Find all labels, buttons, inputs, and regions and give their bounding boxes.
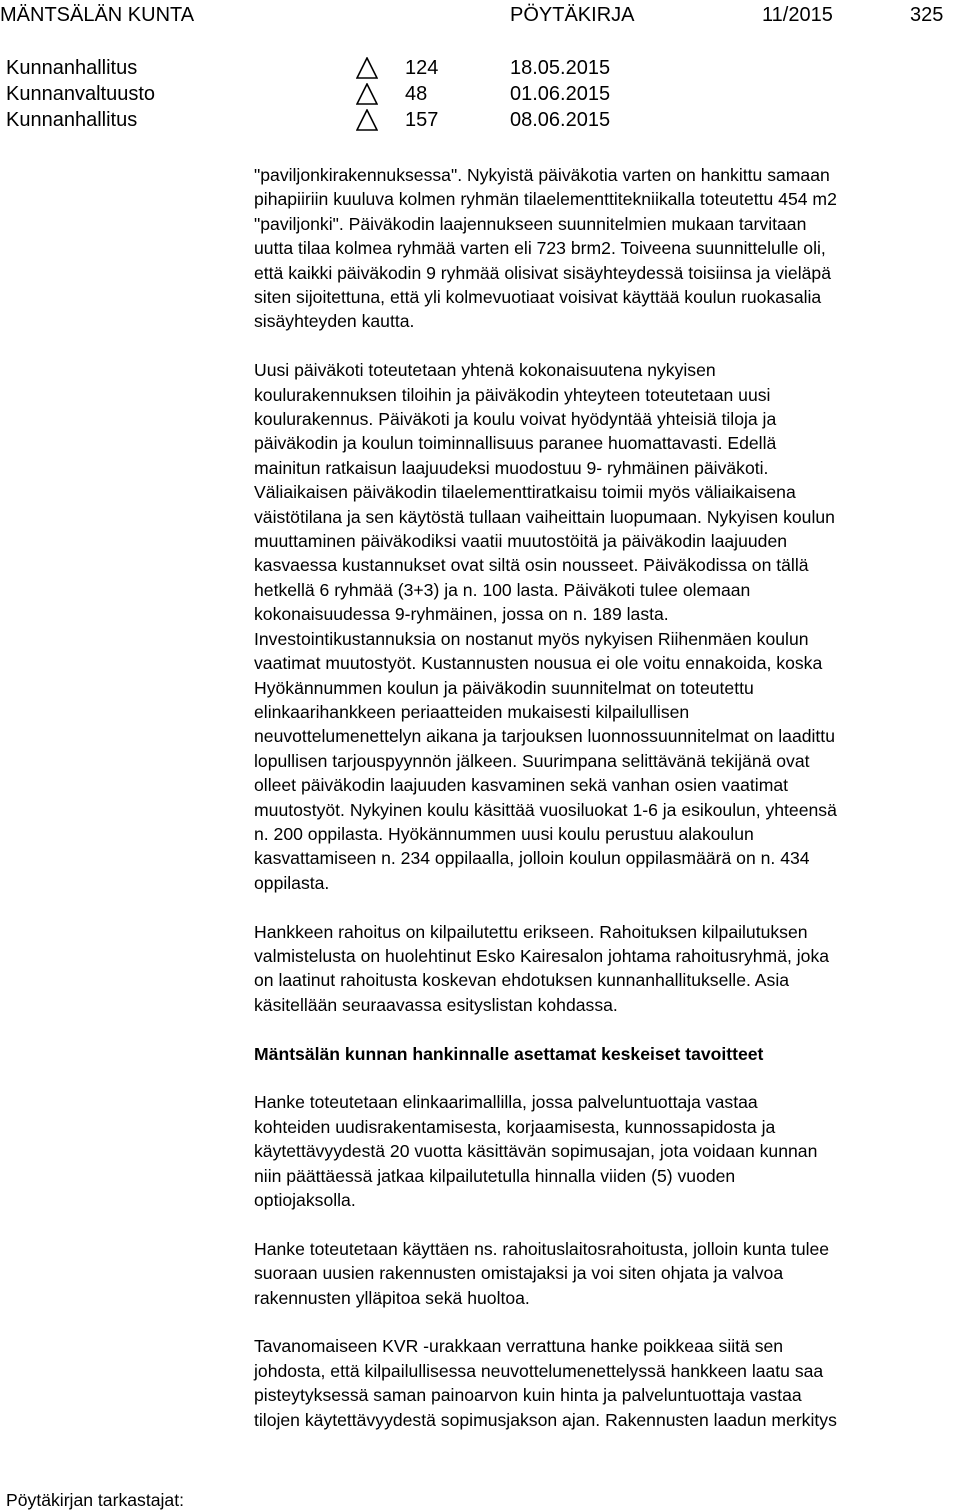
body-text-line: valmistelusta on huolehtinut Esko Kairesalon johtama rahoitusryhmä, joka	[254, 945, 830, 966]
governing-body: Kunnanvaltuusto	[6, 83, 156, 105]
meeting-reference-row	[0, 55, 700, 81]
paragraph-gap	[254, 1310, 958, 1334]
meeting-date: 01.06.2015	[510, 83, 611, 105]
body-text-line: uutta tilaa kolmea ryhmää varten eli 723 brm2. Toiveena suunnittelulle oli,	[254, 238, 826, 259]
paragraph-gap	[254, 1212, 958, 1236]
body-text-line: "paviljonki". Päiväkodin laajennukseen suunnitelmien mukaan tarvitaan	[254, 213, 807, 234]
body-text-line: on laatinut rahoitusta koskevan ehdotuksen kunnanhallitukselle. Asia	[254, 970, 790, 991]
minutes-body-text	[254, 163, 958, 1432]
body-text-line: pihapiiriin kuuluva kolmen ryhmän tilaelementtitekniikalla toteutettu 454 m2	[254, 189, 837, 210]
body-text-line: sisäyhteyden kautta.	[254, 311, 415, 332]
paragraph-gap	[254, 334, 958, 358]
meeting-number: 11/2015	[762, 4, 833, 26]
body-text-line: Hankkeen rahoitus on kilpailutettu erikseen. Rahoituksen kilpailutuksen	[254, 921, 808, 942]
body-text-line: pisteytyksessä saman painoarvon kuin hinta ja palveluntuottaja vastaa	[254, 1385, 802, 1406]
minutes-reviewers-label: Pöytäkirjan tarkastajat:	[6, 1490, 184, 1510]
page-number: 325	[910, 4, 944, 26]
paragraph-gap	[254, 1066, 958, 1090]
body-text-line: optiojaksolla.	[254, 1190, 356, 1210]
document-type: PÖYTÄKIRJA	[510, 4, 635, 26]
body-text-line: hetkellä 6 ryhmää (3+3) ja n. 100 lasta. Päiväkoti tulee olemaan	[254, 579, 751, 600]
body-text-line: vaatimat muutostyöt. Kustannusten nousua ei ole voitu ennakoida, koska	[254, 653, 823, 674]
section-number: 48	[405, 83, 428, 105]
body-text-line: käytettävyydestä 20 vuotta käsittävän sopimusajan, jota voidaan kunnan	[254, 1141, 818, 1162]
meeting-reference-row	[0, 107, 700, 133]
meeting-reference-row	[0, 81, 700, 107]
document-header	[0, 2, 960, 28]
body-text-line: muuttaminen päiväkodiksi vaatii muutostöitä ja päiväkodin laajuuden	[254, 531, 788, 552]
body-text-line: siten sijoitettuna, että yli kolmevuotiaat voisivat käyttää koulun ruokasalia	[254, 287, 822, 308]
body-text-line: Uusi päiväkoti toteutetaan yhtenä kokonaisuutena nykyisen	[254, 360, 716, 381]
paragraph-gap	[254, 1017, 958, 1041]
body-text-line: elinkaarihankkeen periaatteiden mukaisesti kilpailullisen	[254, 701, 690, 722]
body-text-line: niin päättäessä jatkaa kilpailutetulla hinnalla viiden (5) vuoden	[254, 1165, 736, 1186]
body-text-line: koulurakennuksen tiloihin ja päiväkodin yhteyteen toteutetaan uusi	[254, 384, 771, 405]
body-text-line: olleet päiväkodin laajuuden kasvaminen sekä vanhan osien vaatimat	[254, 775, 789, 796]
section-number: 124	[405, 57, 439, 79]
body-text-line: suoraan uusien rakennusten omistajaksi ja voi siten ohjata ja valvoa	[254, 1263, 784, 1284]
section-sign-icon	[356, 109, 378, 131]
body-text-line: että kaikki päiväkodin 9 ryhmää olisivat sisäyhteydessä toisiinsa ja vieläpä	[254, 262, 831, 283]
body-text-line: kasvattamiseen n. 234 oppilaalla, jolloin koulun oppilasmäärä on n. 434	[254, 848, 810, 869]
body-text-line: Väliaikaisen päiväkodin tilaelementtiratkaisu toimii myös väliaikaisena	[254, 482, 796, 503]
body-text-line: n. 200 oppilasta. Hyökännummen uusi koulu perustuu alakoulun	[254, 823, 754, 844]
organization-name: MÄNTSÄLÄN KUNTA	[0, 4, 195, 26]
section-sign-icon	[356, 57, 378, 79]
meeting-date: 08.06.2015	[510, 109, 611, 131]
body-text-line: Tavanomaiseen KVR -urakkaan verrattuna hanke poikkeaa siitä sen	[254, 1336, 784, 1357]
body-text-line: oppilasta.	[254, 872, 330, 893]
governing-body: Kunnanhallitus	[6, 57, 138, 79]
meeting-reference-table	[0, 55, 700, 133]
body-text-line: kokonaisuudessa 9-ryhmäinen, jossa on n. 189 lasta.	[254, 604, 669, 625]
body-text-line: Hanke toteutetaan elinkaarimallilla, jossa palveluntuottaja vastaa	[254, 1092, 758, 1113]
body-text-line: kasvaessa kustannukset ovat siltä osin nousseet. Päiväkodissa on tällä	[254, 555, 809, 576]
body-text-line: neuvottelumenettelyn aikana ja tarjouksen luonnossuunnitelmat on laadittu	[254, 726, 835, 747]
body-text-line: muutostyöt. Nykyinen koulu käsittää vuosiluokat 1-6 ja esikoulun, yhteensä	[254, 799, 837, 820]
body-text-line: käsitellään seuraavassa esityslistan kohdassa.	[254, 994, 618, 1015]
body-text-line: päiväkodin ja koulun toiminnallisuus paranee huomattavasti. Edellä	[254, 433, 777, 454]
body-text-line: väistötilana ja sen käytöstä tullaan vaiheittain luopumaan. Nykyisen koulun	[254, 506, 835, 527]
body-text-line: mainitun ratkaisun laajuudeksi muodostuu 9- ryhmäinen päiväkoti.	[254, 457, 769, 478]
body-text-line: Hanke toteutetaan käyttäen ns. rahoituslaitosrahoitusta, jolloin kunta tulee	[254, 1238, 830, 1259]
governing-body: Kunnanhallitus	[6, 109, 138, 131]
body-text-line: johdosta, että kilpailullisessa neuvottelumenettelyssä hankkeen laatu saa	[254, 1360, 824, 1381]
body-text-line: koulurakennus. Päiväkoti ja koulu voivat hyödyntää yhteisiä tiloja ja	[254, 409, 777, 430]
section-heading: Mäntsälän kunnan hankinnalle asettamat keskeiset tavoitteet	[254, 1043, 764, 1064]
body-text-line: kohteiden uudisrakentamisesta, korjaamisesta, kunnossapidosta ja	[254, 1116, 776, 1137]
body-text-line: lopullisen tarjouspyynnön jälkeen. Suurimpana selittävänä tekijänä ovat	[254, 750, 810, 771]
section-sign-icon	[356, 83, 378, 105]
paragraph-gap	[254, 895, 958, 919]
body-text-line: Investointikustannuksia on nostanut myös nykyisen Riihenmäen koulun	[254, 628, 809, 649]
body-text-line: rakennusten ylläpitoa sekä huoltoa.	[254, 1287, 530, 1308]
body-text-line: tilojen käytettävyydestä sopimusjakson ajan. Rakennusten laadun merkitys	[254, 1409, 837, 1430]
section-number: 157	[405, 109, 439, 131]
meeting-date: 18.05.2015	[510, 57, 611, 79]
body-text-line: "paviljonkirakennuksessa". Nykyistä päiväkotia varten on hankittu samaan	[254, 165, 830, 185]
body-text-line: Hyökännummen koulun ja päiväkodin suunnitelmat on toteutettu	[254, 677, 754, 698]
